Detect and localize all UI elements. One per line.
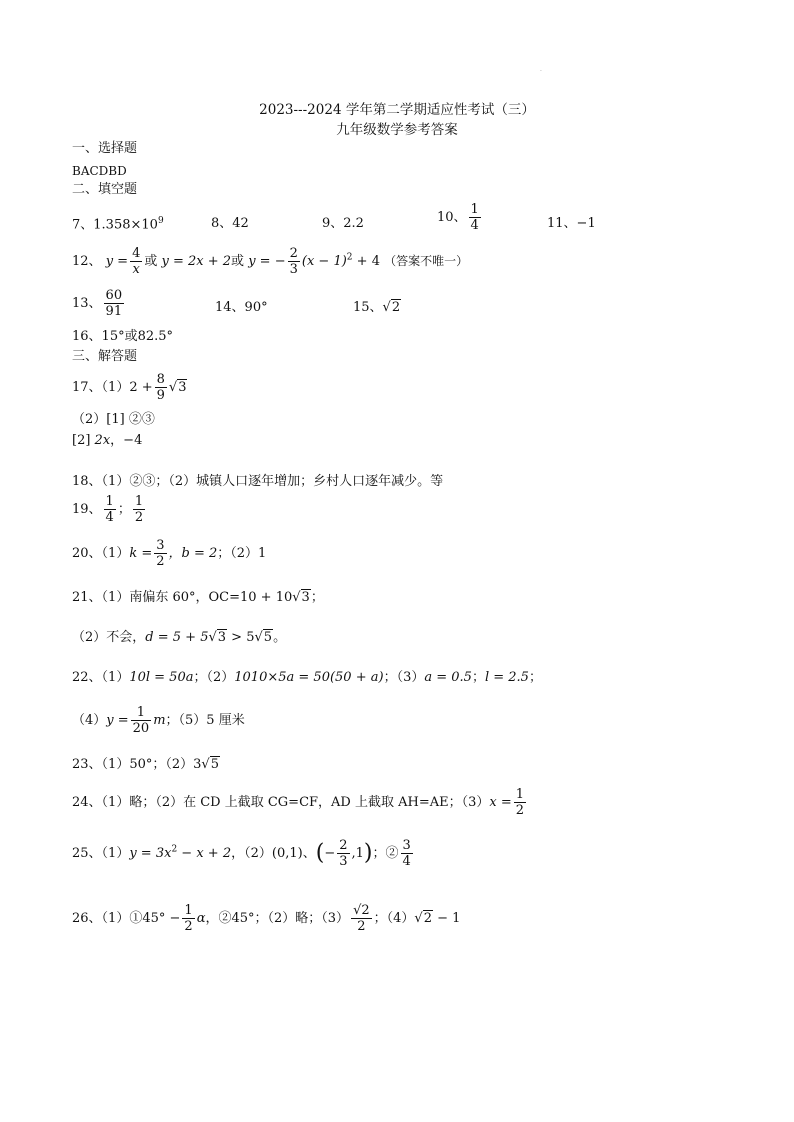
q7-label: 7、 (72, 217, 94, 233)
corner-mark: · (540, 68, 542, 75)
q23: 23、（1）50°；（2）3√5 (72, 757, 219, 772)
q24: 24、（1）略；（2）在 CD 上截取 CG=CF，AD 上截取 AH=AE；（3）x = $\frac{1}{2}$ (72, 787, 525, 818)
q22-part2: （4）y = $\frac{1}{20}$ m；（5）5 厘米 (72, 705, 245, 736)
q7-exponent: 9 (157, 216, 164, 226)
q26: 26、（1）①45° − $\frac{1}{2}$ α，②45°；（2）略；（3） $\frac{√2}{2}$ ；（4）√2 − 1 (72, 903, 461, 934)
q21-part2: （2）不会，d = 5 + 5√3 > 5√5。 (72, 630, 287, 645)
q19: 19、 $\frac{1}{4}$ ； $\frac{1}{2}$ (72, 494, 144, 525)
fill-row-7-11 (72, 212, 164, 234)
q22-part1: 22、（1）10l = 50a；（2）1010×5a = 50(50 + a)；（3）a = 0.5；l = 2.5； (72, 670, 542, 685)
q12: 12、 y = $\frac{4}{x}$ 或 y = 2x + 2或 y = − $\frac{2}{3}$ $(x - 1)^2 + 4$ （答案不唯一） (72, 246, 469, 277)
section-heading-solve: 三、解答题 (72, 349, 138, 364)
q13: 13、 $\frac{60}{91}$ (72, 288, 123, 319)
q9: 9、2.2 (322, 216, 364, 231)
q18: 18、（1）②③；（2）城镇人口逐年增加；乡村人口逐年减少。等 (72, 474, 444, 489)
q15: 15、√2 (353, 300, 401, 315)
document-subtitle: 九年级数学参考答案 (336, 122, 458, 138)
q7-answer: 1.358×10 (93, 217, 158, 233)
q8: 8、42 (211, 216, 249, 231)
q17-part2-sub: [2] 2x，−4 (72, 433, 143, 448)
q8-answer: 42 (232, 216, 249, 231)
q25: 25、$(1)y = 3x^2 - x + 2$，（2）(0,1)、(− $\frac{2}{3}$ ,1)；② $\frac{3}{4}$ (72, 838, 411, 869)
q10: 10、 $\frac{1}{4}$ (437, 202, 479, 233)
section-heading-fill: 二、填空题 (72, 182, 138, 197)
q16: 16、15°或82.5° (72, 329, 174, 344)
document-title: 2023---2024 学年第二学期适应性考试（三） (259, 102, 535, 118)
q10-fraction: $\frac{1}{4}$ (470, 202, 479, 233)
q17-part1: 17、（1）2 + $\frac{8}{9}$ √3 (72, 372, 187, 403)
q14: 14、90° (215, 300, 268, 315)
q20: 20、（1）k = $\frac{3}{2}$ ，b = 2；（2）1 (72, 538, 267, 569)
q11-answer: −1 (576, 216, 596, 231)
q9-answer: 2.2 (343, 216, 364, 231)
choice-answers: BACDBD (72, 164, 127, 178)
q11: 11、−1 (547, 216, 596, 231)
q21-part1: 21、（1）南偏东 60°，OC=10 + 10√3； (72, 590, 324, 605)
section-heading-choice: 一、选择题 (72, 141, 138, 156)
q17-part2: （2）[1] ②③ (72, 412, 155, 427)
